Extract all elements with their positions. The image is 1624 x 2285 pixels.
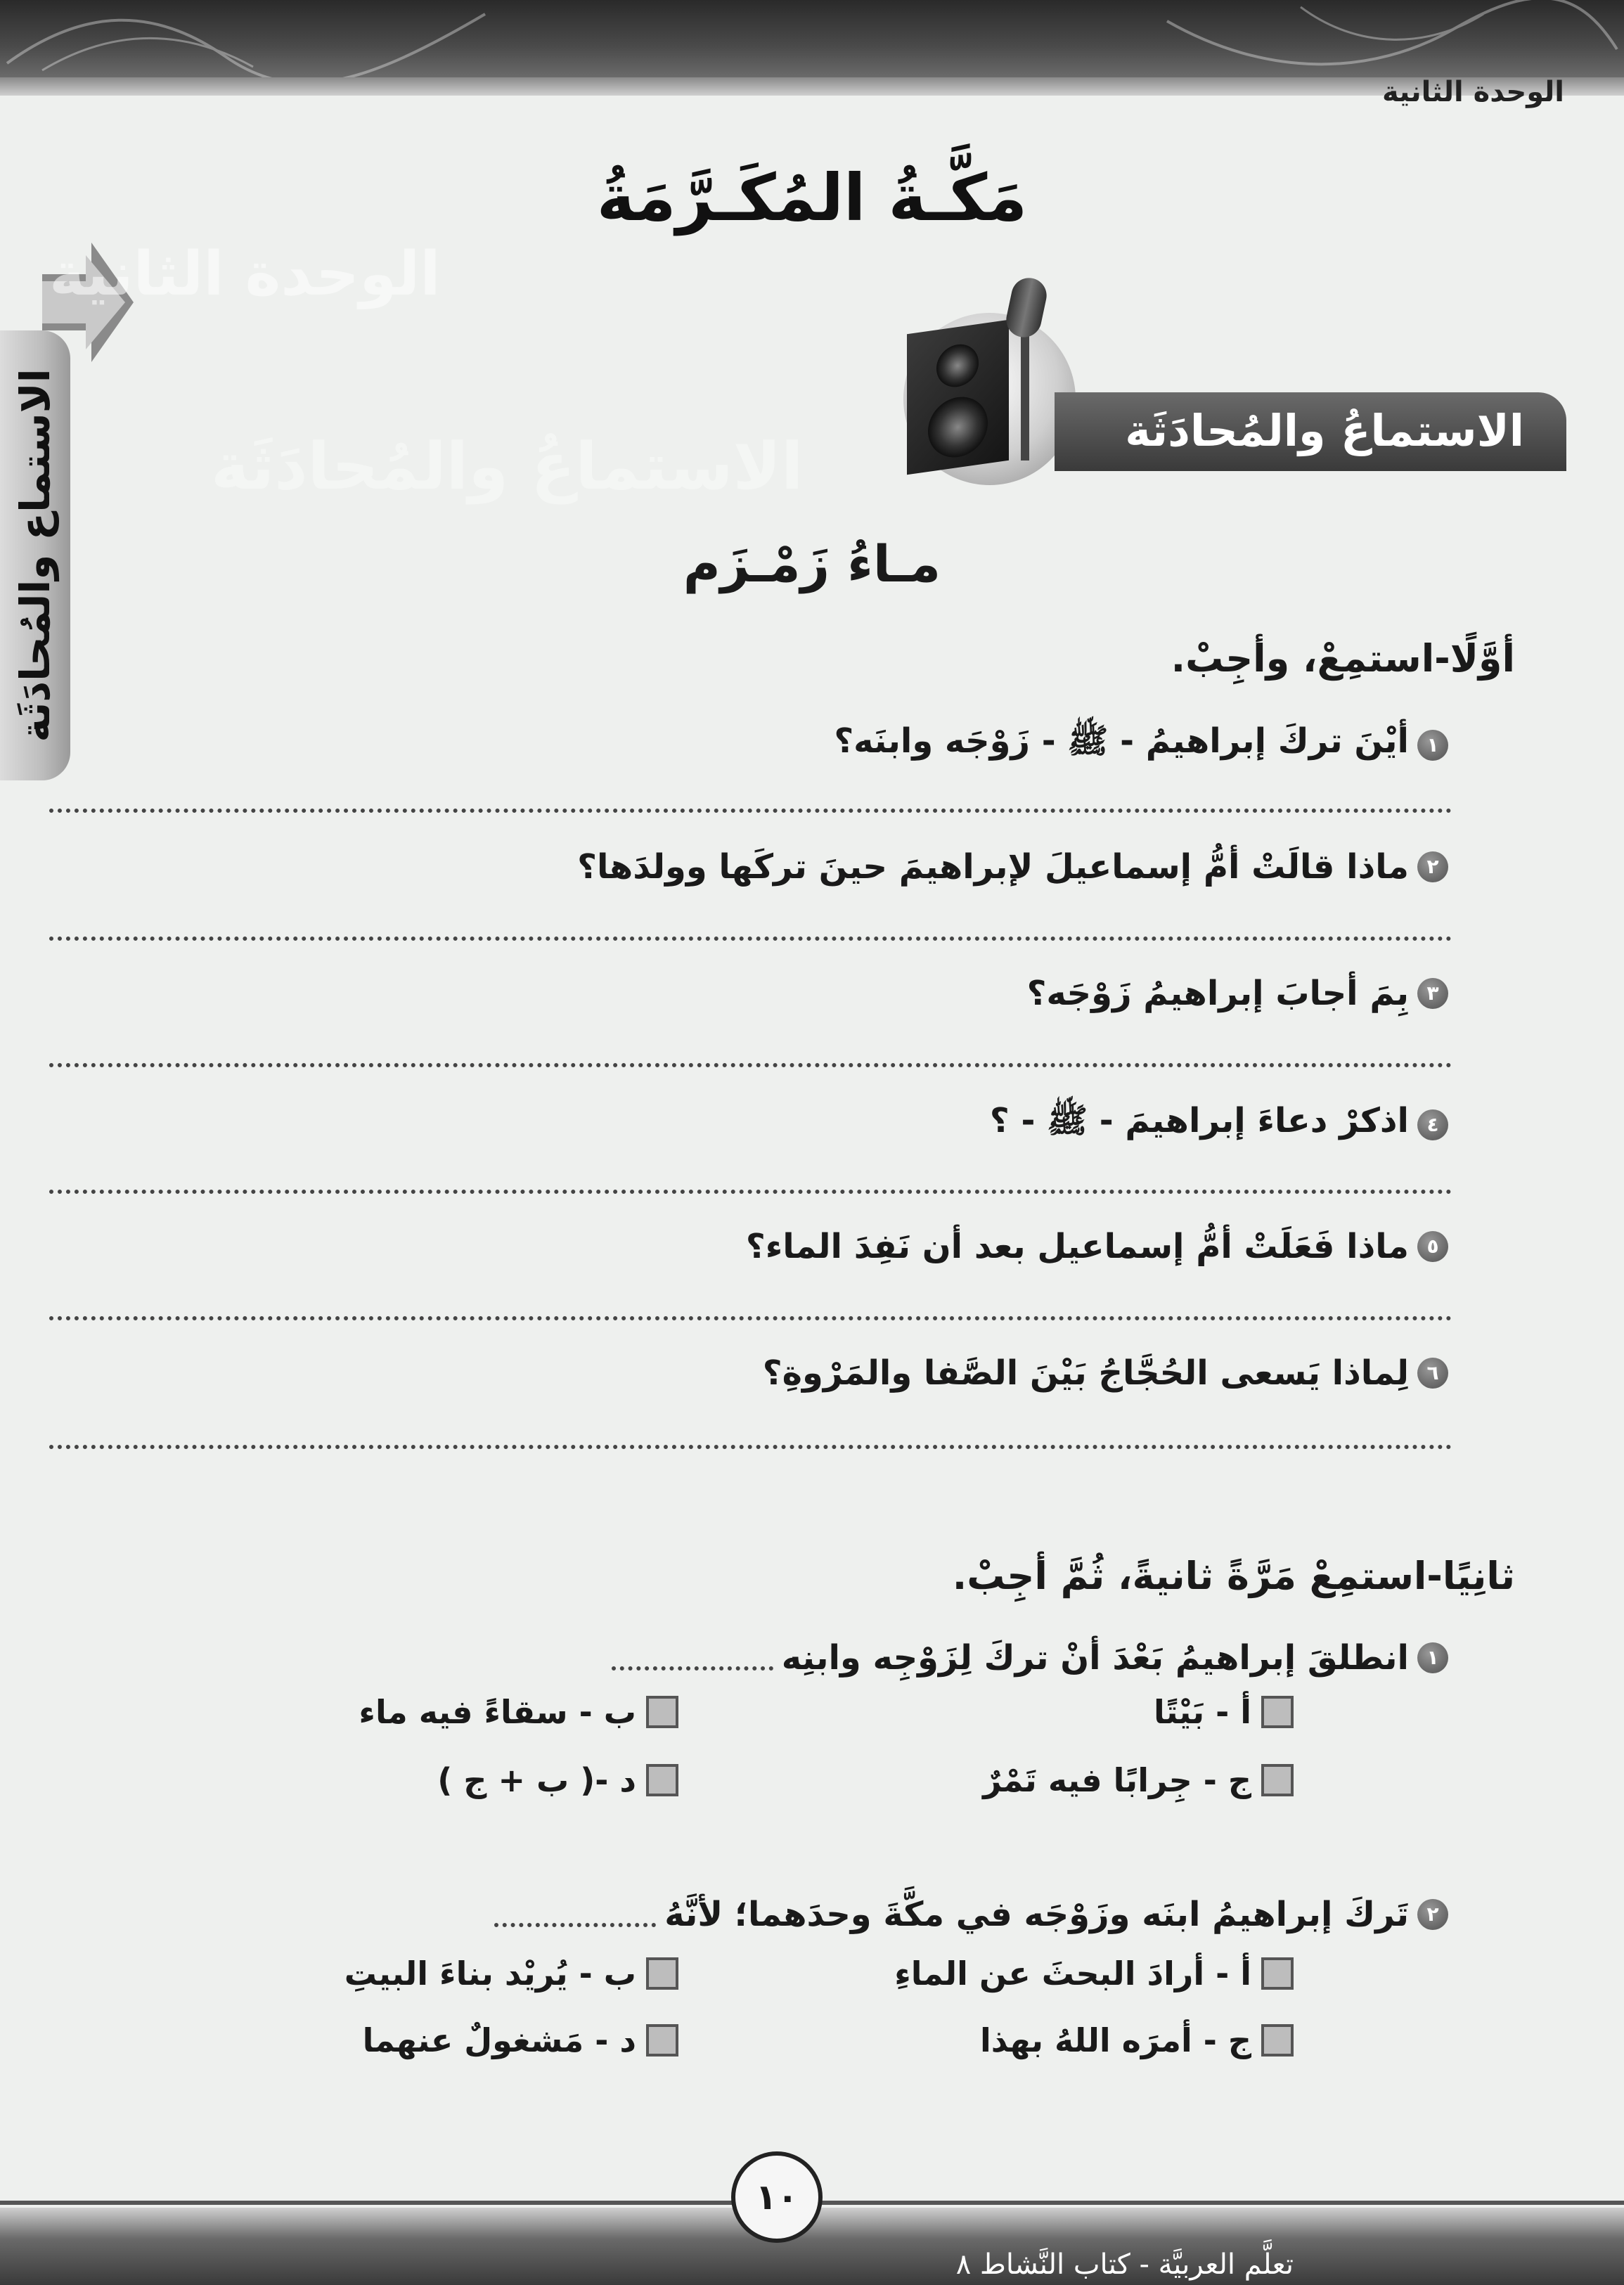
checkbox[interactable]: [1261, 2024, 1294, 2056]
answer-line[interactable]: [49, 936, 1452, 941]
option-c[interactable]: [980, 2021, 1294, 2059]
option-label: ب - يُريْد بناءَ البيتِ: [344, 1955, 636, 1993]
part-2-heading: ثانِيًا-استمِعْ مَرَّةً ثانيةً، ثُمَّ أجِبْ.: [952, 1554, 1515, 1598]
microphone-icon: [1003, 275, 1050, 341]
question-1: [834, 721, 1448, 769]
question-text: اذكرْ دعاءَ إبراهيمَ - ﷺ - ؟: [989, 1101, 1409, 1140]
question-4: [990, 1100, 1448, 1149]
answer-line[interactable]: [49, 809, 1452, 813]
question-text: ماذا قالَتْ أمُّ إسماعيلَ لإبراهيمَ حينَ تركَها وولدَها؟: [577, 847, 1409, 887]
checkbox[interactable]: [646, 2024, 678, 2056]
option-d[interactable]: [437, 1761, 678, 1799]
question-text: بِمَ أجابَ إبراهيمُ زَوْجَه؟: [1026, 974, 1409, 1013]
option-a[interactable]: [894, 1955, 1294, 1993]
page-title: مَكَّـةُ المُكَـرَّمَةُ: [596, 160, 1028, 236]
question-number: ٦: [1417, 1358, 1448, 1389]
question-number: ٤: [1417, 1109, 1448, 1140]
page-number: ١٠: [731, 2151, 823, 2243]
question-3: [1027, 974, 1448, 1013]
checkbox[interactable]: [1261, 1696, 1294, 1728]
speaker-icon: [907, 320, 1009, 475]
option-label: ج - أمرَه اللهُ بهذا: [979, 2021, 1251, 2059]
question-text: أيْنَ تركَ إبراهيمُ - ﷺ - زَوْجَه وابنَه؟: [834, 721, 1409, 761]
option-d[interactable]: [363, 2021, 678, 2059]
question-text: لِماذا يَسعى الحُجَّاجُ بَيْنَ الصَّفا والمَرْوةِ؟: [762, 1353, 1409, 1393]
question-number: ٢: [1417, 851, 1448, 882]
question-5: [746, 1227, 1448, 1266]
mcq-question-2: [494, 1895, 1448, 1934]
side-section-tab-label: الاستماع والمُحادَثَة: [11, 368, 59, 742]
mcq-question-1: [612, 1638, 1448, 1678]
option-b[interactable]: [344, 1955, 678, 1993]
question-number: ٣: [1417, 978, 1448, 1009]
ghost-watermark: الوحدة الثانية: [49, 239, 441, 309]
option-a[interactable]: [1154, 1693, 1294, 1731]
top-header-band: [0, 0, 1624, 77]
book-title: تعلَّم العربيَّة - كتاب النَّشاط ٨: [955, 2248, 1294, 2281]
checkbox[interactable]: [1261, 1764, 1294, 1796]
ghost-watermark: الاستماعُ والمُحادَثَة: [211, 429, 804, 504]
answer-line[interactable]: [49, 1190, 1452, 1194]
answer-line[interactable]: [49, 1445, 1452, 1449]
floral-ornament-icon: [1160, 0, 1624, 77]
question-number: ١: [1417, 730, 1448, 761]
part-1-heading: أوَّلًا-استمِعْ، وأجِبْ.: [1171, 636, 1515, 681]
question-2: [577, 847, 1448, 887]
option-b[interactable]: [359, 1693, 678, 1731]
question-text: ماذا فَعَلَتْ أمُّ إسماعيل بعد أن نَفِدَ الماء؟: [745, 1227, 1409, 1266]
option-label: د -( ب + ج ): [437, 1761, 636, 1799]
option-label: أ - أرادَ البحثَ عن الماءِ: [894, 1955, 1251, 1993]
question-text: انطلقَ إبراهيمُ بَعْدَ أنْ تركَ لِزَوْجِه وابنِه: [781, 1638, 1409, 1678]
checkbox[interactable]: [646, 1764, 678, 1796]
question-number: ٢: [1417, 1899, 1448, 1930]
header-stripe: [0, 77, 1624, 96]
checkbox[interactable]: [646, 1957, 678, 1990]
option-label: د - مَشغولٌ عنهما: [362, 2021, 636, 2059]
section-banner: [1055, 392, 1566, 471]
blank-line: [612, 1666, 773, 1671]
option-c[interactable]: [983, 1761, 1294, 1799]
checkbox[interactable]: [1261, 1957, 1294, 1990]
question-number: ٥: [1417, 1231, 1448, 1262]
question-6: [763, 1353, 1448, 1393]
checkbox[interactable]: [646, 1696, 678, 1728]
option-label: ج - جِرابًا فيه تَمْرٌ: [983, 1761, 1251, 1799]
text-title: مـاءُ زَمْـزَم: [683, 534, 941, 593]
section-banner-label: الاستماعُ والمُحادَثَة: [1125, 405, 1524, 456]
floral-ornament-icon: [0, 0, 492, 77]
question-number: ١: [1417, 1642, 1448, 1673]
blank-line: [494, 1923, 656, 1927]
answer-line[interactable]: [49, 1063, 1452, 1067]
unit-label: الوحدة الثانية: [1382, 76, 1564, 108]
option-label: ب - سقاءً فيه ماء: [359, 1693, 636, 1731]
question-text: تَركَ إبراهيمُ ابنَه وزَوْجَه في مكَّةَ وحدَهما؛ لأنَّهُ: [664, 1895, 1409, 1934]
answer-line[interactable]: [49, 1316, 1452, 1320]
option-label: أ - بَيْتًا: [1154, 1693, 1251, 1731]
